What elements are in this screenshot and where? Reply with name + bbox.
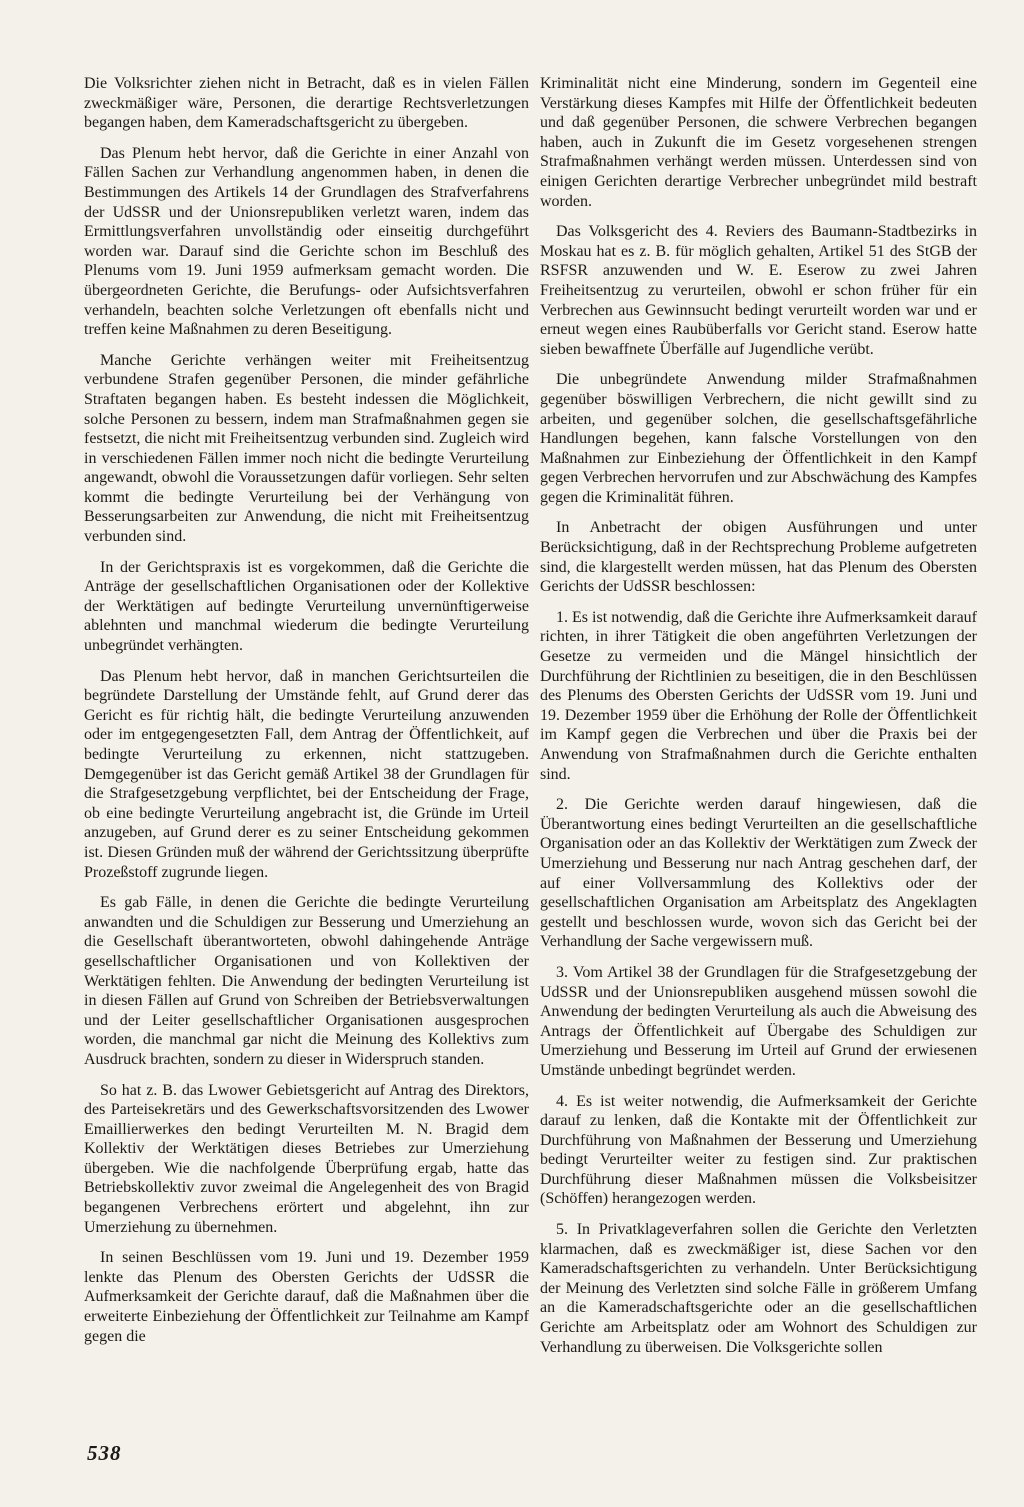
paragraph-left-3: Manche Gerichte verhängen weiter mit Freiheitsentzug verbundene Strafen gegenüber Personen, die minder gefährliche Straftaten begangen haben. Es besteht indessen die Möglichkeit, solche Personen zu bessern, indem man Strafmaßnahmen gegen sie festsetzt, die nicht mit Freiheitsentzug verbunden sind. Zugleich wird in verschiedenen Fällen immer noch nicht die bedingte Verurteilung angewandt, obwohl die Voraussetzungen dafür vorliegen. Sehr selten kommt die bedingte Verurteilung bei der Verhängung von Besserungsarbeiten zur Anwendung, die nicht mit Freiheitsentzug verbunden sind. — [84, 351, 529, 546]
paragraph-left-8: In seinen Beschlüssen vom 19. Juni und 19. Dezember 1959 lenkte das Plenum des Obersten Gerichts der UdSSR die Aufmerksamkeit der Gerichte darauf, daß die Maßnahmen über die erweiterte Einbeziehung der Öffentlichkeit zur Teilnahme am Kampf gegen die — [84, 1249, 529, 1345]
paragraph-right-5: 1. Es ist notwendig, daß die Gerichte ihre Aufmerksamkeit darauf richten, in ihrer Tätigkeit die oben angeführten Verletzungen der Gesetze zu vermeiden und die Mängel hinsichtlich der Durchführung der Richtlinien zu beseitigen, die in den Beschlüssen des Plenums des Obersten Gerichts der UdSSR vom 19. Juni und 19. Dezember 1959 über die Erhöhung der Rolle der Öffentlichkeit im Kampf gegen die Verbrechen und über die Praxis bei der Anwendung von Strafmaßnahmen durch die Gerichte enthalten sind. — [540, 608, 977, 783]
paragraph-right-3: Die unbegründete Anwendung milder Strafmaßnahmen gegenüber böswilligen Verbrechern, die nicht gewillt sind zu arbeiten, und gegenüber solchen, die gesellschaftsgefährliche Handlungen begehen, kann falsche Vorstellungen von den Maßnahmen zur Einbeziehung der Öffentlichkeit in den Kampf gegen Verbrechen hervorrufen und zur Abschwächung des Kampfes gegen die Kriminalität führen. — [540, 371, 977, 506]
left-text-column — [84, 74, 529, 1357]
paragraph-left-1: Die Volksrichter ziehen nicht in Betracht, daß es in vielen Fällen zweckmäßiger wäre, Personen, die derartige Rechtsverletzungen begangen haben, dem Kameradschaftsgericht zu übergeben. — [84, 75, 529, 132]
paragraph-right-4: In Anbetracht der obigen Ausführungen und unter Berücksichtigung, daß in der Rechtsprechung Probleme aufgetreten sind, die klargestellt werden müssen, hat das Plenum des Obersten Gerichts der UdSSR beschlossen: — [540, 519, 977, 596]
paragraph-right-8: 4. Es ist weiter notwendig, die Aufmerksamkeit der Gerichte darauf zu lenken, daß die Kontakte mit der Öffentlichkeit zur Durchführung von Maßnahmen der Besserung und Umerziehung bedingt Verurteilter weiter zu festigen sind. Zur praktischen Durchführung dieser Maßnahmen müssen die Volksbeisitzer (Schöffen) herangezogen werden. — [540, 1092, 977, 1208]
right-text-column — [540, 74, 977, 1368]
paragraph-right-9: 5. In Privatklageverfahren sollen die Gerichte den Verletzten klarmachen, daß es zweckmäßiger ist, diese Sachen vor den Kameradschaftsgerichten zu verhandeln. Unter Berücksichtigung der Meinung des Verletzten sind solche Fälle in größerem Umfang an die Kameradschaftsgerichte oder an die gesellschaftlichen Gerichte am Arbeitsplatz oder am Wohnort des Schuldigen zur Verhandlung zu überweisen. Die Volksgerichte sollen — [540, 1221, 977, 1356]
paragraph-right-6: 2. Die Gerichte werden darauf hingewiesen, daß die Überantwortung eines bedingt Verurteilten an die gesellschaftliche Organisation oder an das Kollektiv der Werktätigen zum Zweck der Umerziehung und Besserung nur nach Antrag geschehen darf, der auf einer Vollversammlung des Kollektivs oder der gesellschaftlichen Organisation am Arbeitsplatz des Angeklagten gestellt und beschlossen wurde, wovon sich das Gericht bei der Verhandlung der Sache vergewissern muß. — [540, 796, 977, 951]
paragraph-left-6: Es gab Fälle, in denen die Gerichte die bedingte Verurteilung anwandten und die Schuldigen zur Besserung und Umerziehung an die Gesellschaft überantworteten, obwohl dahingehende Anträge gesellschaftlicher Organisationen und von Kollektiven der Werktätigen fehlten. Die Anwendung der bedingten Verurteilung ist in diesen Fällen auf Grund von Schreiben der Betriebsverwaltungen und der Leiter gesellschaftlicher Organisationen ausgesprochen worden, die manchmal gar nicht die Meinung des Kollektivs zum Ausdruck brachten, sondern zu dieser in Widerspruch standen. — [84, 894, 529, 1068]
page-number: 538 — [87, 1441, 122, 1465]
paragraph-right-2: Das Volksgericht des 4. Reviers des Baumann-Stadtbezirks in Moskau hat es z. B. für möglich gehalten, Artikel 51 des StGB der RSFSR anzuwenden und W. E. Eserow zu zwei Jahren Freiheitsentzug zu verurteilen, obwohl er schon früher für ein Verbrechen aus Gewinnsucht bedingt verurteilt worden war und er erneut wegen eines Raubüberfalls vor Gericht stand. Eserow hatte sieben bewaffnete Überfälle auf Jugendliche verübt. — [540, 223, 977, 358]
paragraph-left-7: So hat z. B. das Lwower Gebietsgericht auf Antrag des Direktors, des Parteisekretärs und des Gewerkschaftsvorsitzenden des Lwower Emaillierwerkes den bedingt Verurteilten M. N. Bragid dem Kollektiv der Werktätigen dieses Betriebes zur Umerziehung übergeben. Wie die nachfolgende Überprüfung ergab, hatte das Betriebskollektiv zuvor zweimal die Angelegenheit des von Bragid begangenen Verbrechens erörtert und abgelehnt, ihn zur Umerziehung zu übernehmen. — [84, 1081, 529, 1236]
paragraph-left-5: Das Plenum hebt hervor, daß in manchen Gerichtsurteilen die begründete Darstellung der Umstände fehlt, auf Grund derer das Gericht es für richtig hält, die bedingte Verurteilung anzuwenden oder im entgegengesetzten Fall, dem Antrag der Öffentlichkeit, auf bedingte Verurteilung zu erkennen, nicht stattzugeben. Demgegenüber ist das Gericht gemäß Artikel 38 der Grundlagen für die Strafgesetzgebung verpflichtet, bei der Entscheidung der Frage, ob eine bedingte Verurteilung angebracht ist, die Gründe im Urteil anzugeben, auf Grund derer es zu seiner Entscheidung gekommen ist. Diesen Gründen muß der während der Gerichtssitzung überprüfte Prozeßstoff zugrunde liegen. — [84, 667, 529, 881]
paragraph-right-7: 3. Vom Artikel 38 der Grundlagen für die Strafgesetzgebung der UdSSR und der Unionsrepubliken ausgehend müssen sowohl die Anwendung der bedingten Verurteilung als auch die Abweisung des Antrags der Öffentlichkeit auf Übergabe des Schuldigen zur Umerziehung und Besserung im Urteil auf Grund der erwiesenen Umstände unbedingt begründet werden. — [540, 963, 977, 1079]
paragraph-left-4: In der Gerichtspraxis ist es vorgekommen, daß die Gerichte die Anträge der gesellschaftlichen Organisationen oder der Kollektive der Werktätigen auf bedingte Verurteilung unvernünftigerweise ablehnten und manchmal wiederum die bedingte Verurteilung unbegründet verhängten. — [84, 558, 529, 655]
paragraph-left-2: Das Plenum hebt hervor, daß die Gerichte in einer Anzahl von Fällen Sachen zur Verhandlung angenommen haben, in denen die Bestimmungen des Artikels 14 der Grundlagen des Strafverfahrens der UdSSR und der Unionsrepubliken verletzt waren, indem das Ermittlungsverfahren unvollständig oder einseitig durchgeführt worden war. Darauf sind die Gerichte schon im Beschluß des Plenums vom 19. Juni 1959 aufmerksam gemacht worden. Die übergeordneten Gerichte, die Berufungs- oder Aufsichtsverfahren verhandeln, beachten solche Verletzungen oft ebenfalls nicht und treffen keine Maßnahmen zu deren Beseitigung. — [84, 144, 529, 339]
paragraph-right-1: Kriminalität nicht eine Minderung, sondern im Gegenteil eine Verstärkung dieses Kampfes mit Hilfe der Öffentlichkeit bedeuten und daß gegenüber Personen, die schwere Verbrechen begangen haben, auch in Zukunft die im Gesetz vorgesehenen strengen Strafmaßnahmen verhängt werden müssen. Unterdessen sind von einigen Gerichten derartige Verbrecher unbegründet mild bestraft worden. — [540, 75, 977, 210]
